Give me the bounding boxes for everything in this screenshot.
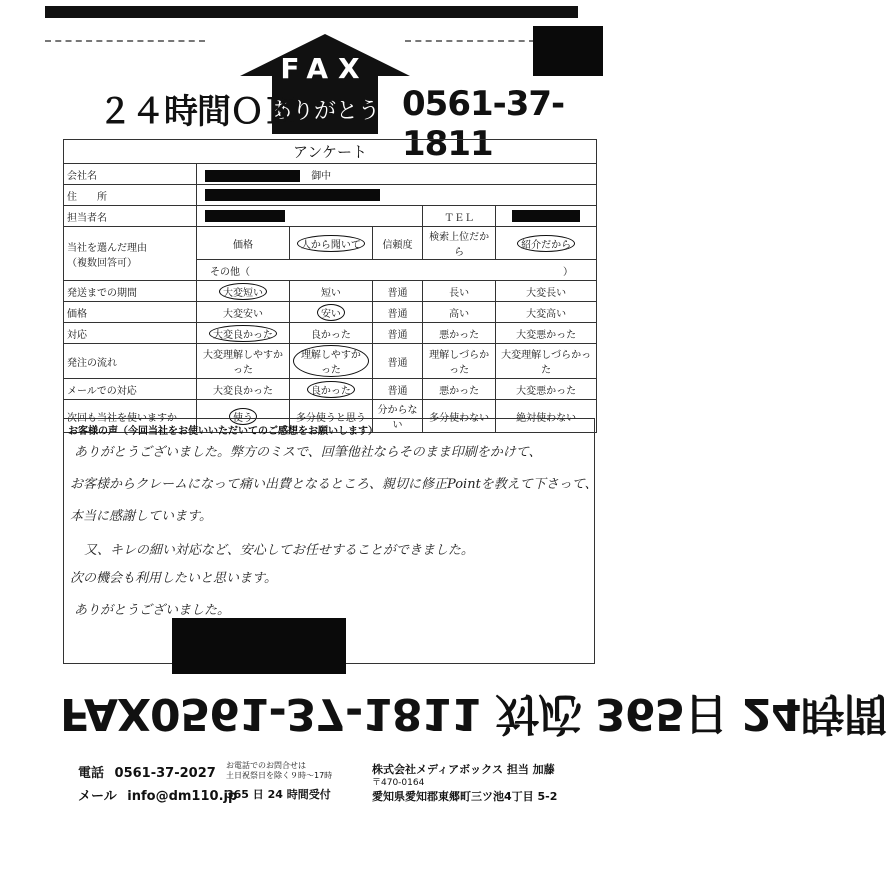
rating-row-label: 価格 (64, 302, 197, 323)
rating-option[interactable] (372, 379, 422, 400)
mail-address[interactable]: info@dm110.jp (127, 789, 238, 804)
mirrored-fax-banner: FAX0561-37-1811 対応 365日 24時間 (60, 688, 887, 739)
rating-option-label: 大変悪かった (516, 385, 577, 397)
rating-option-label: 短い (320, 287, 341, 299)
voice-line: 次の機会も利用したいと思います。 (70, 571, 277, 586)
rating-option[interactable] (289, 379, 372, 400)
divider (45, 40, 205, 42)
rating-option-selected: 理解しやすかった (293, 345, 369, 377)
divider (405, 40, 535, 42)
rating-row (64, 281, 597, 302)
phone-note: 土日祝祭日を除く９時～17時 (226, 771, 333, 780)
rating-option-label: 多分使わない (429, 412, 490, 424)
rating-row-label: 発注の流れ (64, 344, 197, 379)
survey-title: アンケート (64, 140, 597, 164)
rating-option[interactable] (423, 344, 496, 379)
redaction-block (533, 26, 603, 76)
reason-option[interactable]: 価格 (197, 227, 290, 260)
fax-label: FAX (280, 52, 370, 85)
top-bar (45, 6, 578, 18)
rating-option-label: 普通 (387, 308, 408, 320)
rating-option[interactable] (372, 323, 422, 344)
person-label: 担当者名 (64, 206, 197, 227)
reason-option-selected: 紹介だから (517, 235, 575, 252)
rating-option-label: 普通 (387, 287, 408, 299)
fax-number: 0561-37-1811 (402, 84, 565, 164)
reason-sub: （複数回答可） (67, 257, 137, 269)
rating-option-label: 大変理解しやすかった (202, 350, 283, 376)
rating-option[interactable] (496, 344, 597, 379)
rating-option-label: 大変安い (222, 308, 263, 320)
rating-option-label: 大変悪かった (516, 329, 577, 341)
rating-option[interactable] (289, 344, 372, 379)
address-label: 住 所 (64, 185, 197, 206)
rating-option[interactable] (423, 281, 496, 302)
voice-line: 又、キレの細い対応など、安心してお任せすることができました。 (84, 543, 474, 558)
rating-option-label: 普通 (387, 357, 408, 369)
rating-option-label: 良かった (310, 329, 351, 341)
redaction-block (172, 618, 346, 674)
rating-option-label: 悪かった (439, 329, 480, 341)
rating-option[interactable] (289, 302, 372, 323)
rating-option-selected: 大変短い (219, 283, 267, 300)
rating-option-label: 絶対使わない (516, 412, 577, 424)
rating-option-label: 普通 (387, 329, 408, 341)
rating-option[interactable] (423, 379, 496, 400)
rating-option[interactable] (197, 323, 290, 344)
rating-option-label: 大変高い (526, 308, 567, 320)
rating-option[interactable] (496, 302, 597, 323)
reason-other-close: ） (563, 266, 573, 278)
rating-option-label: 大変理解しづらかった (501, 350, 592, 376)
rating-option-selected: 安い (317, 304, 345, 321)
reason-other: その他（ (210, 266, 250, 278)
rating-option[interactable] (197, 379, 290, 400)
phone-note: お電話でのお問合せは (226, 761, 306, 770)
rating-option-selected: 大変良かった (209, 325, 277, 342)
reason-label: 当社を選んだ理由 (67, 242, 147, 254)
rating-option[interactable] (289, 323, 372, 344)
company-name: 株式会社メディアボックス 担当 加藤 (372, 763, 555, 776)
voice-heading: お客様の声（今回当社をお使いいただいてのご感想をお願いします） (68, 426, 378, 437)
rating-option-label: 悪かった (439, 385, 480, 397)
rating-option-label: 長い (449, 287, 470, 299)
rating-row (64, 323, 597, 344)
tel-number: 0561-37-2027 (114, 766, 216, 781)
rating-option[interactable] (197, 344, 290, 379)
reason-option-selected: 人から聞いて (297, 235, 365, 252)
rating-option[interactable] (423, 323, 496, 344)
rating-option[interactable] (372, 344, 422, 379)
rating-row-label: 発送までの期間 (64, 281, 197, 302)
thanks-label: ありがとう (269, 99, 380, 124)
voice-line: 本当に感謝しています。 (70, 509, 212, 524)
redaction-block (205, 210, 285, 222)
rating-option-label: 高い (449, 308, 470, 320)
rating-option-selected: 良かった (307, 381, 355, 398)
rating-option-label: 大変良かった (212, 385, 273, 397)
rating-row-label: 対応 (64, 323, 197, 344)
mail-label: メール (78, 789, 117, 804)
rating-option-label: 理解しづらかった (429, 350, 490, 376)
fax-note: 365 日 24 時間受付 (226, 788, 331, 801)
reason-option[interactable]: 検索上位だから (423, 227, 496, 260)
rating-option[interactable] (372, 281, 422, 302)
company-address: 愛知県愛知郡東郷町三ツ池4丁目 5-2 (372, 790, 558, 803)
zip-code: 〒470-0164 (372, 778, 425, 788)
rating-option[interactable] (197, 302, 290, 323)
tel-label: 電話 (78, 766, 105, 781)
rating-option-label: 多分使うと思う (295, 412, 366, 424)
redaction-block (512, 210, 580, 222)
rating-row-label: メールでの対応 (64, 379, 197, 400)
rating-row (64, 344, 597, 379)
rating-option[interactable] (372, 302, 422, 323)
voice-line: ありがとうございました。弊方のミスで、回筆他社ならそのまま印刷をかけて、 (74, 445, 542, 460)
rating-option[interactable] (496, 323, 597, 344)
voice-line: ありがとうございました。 (74, 603, 231, 618)
rating-option[interactable] (496, 379, 597, 400)
voice-line: お客様からクレームになって痛い出費となるところ、親切に修正Pointを教えて下さって、 (70, 477, 598, 492)
rating-option-label: 分からない (377, 405, 418, 431)
hours-ok: ２４時間ＯＫ (98, 92, 296, 132)
redaction-block (205, 189, 380, 201)
rating-option[interactable] (197, 281, 290, 302)
reason-option[interactable]: 信頼度 (372, 227, 422, 260)
company-suffix: 御中 (311, 170, 332, 182)
rating-option-label: 普通 (387, 385, 408, 397)
rating-option-selected: 使う (229, 408, 257, 425)
rating-option[interactable] (496, 281, 597, 302)
rating-row (64, 379, 597, 400)
tel-label: ＴＥＬ (423, 206, 496, 227)
rating-option-label: 大変長い (526, 287, 567, 299)
rating-row-label: 次回も当社を使いますか (64, 400, 197, 433)
survey-table (63, 139, 597, 433)
rating-option[interactable] (289, 281, 372, 302)
redaction-block (205, 170, 300, 182)
rating-option[interactable] (423, 302, 496, 323)
rating-row (64, 302, 597, 323)
company-label: 会社名 (64, 164, 197, 185)
